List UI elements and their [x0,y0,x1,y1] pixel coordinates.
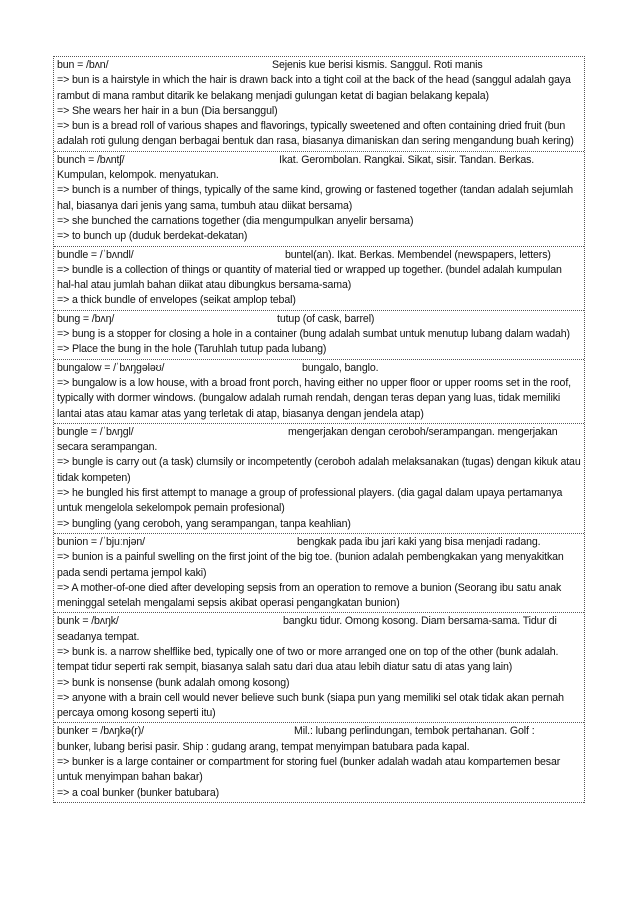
headword: bundle = /ˈbʌndl/ [57,248,134,261]
meaning-continuation: bunker, lubang berisi pasir. Ship : gudang arang, tempat menyimpan batubara pada kapal. [57,740,470,753]
example-line: => bungalow is a low house, with a broad front porch, having either no upper floor or upper rooms set in the roof, typically with dormer windows. (bungalow adalah rumah rendah, dengan teras depan yang luas, tidak memiliki lantai atas atau kamar atas yang terletak di atap, biasanya dengan jendela atap) [57,376,571,420]
meaning: Sejenis kue berisi kismis. Sanggul. Roti manis [272,59,483,71]
meaning: bungalo, banglo. [302,361,379,374]
dictionary-entry [54,723,584,802]
example-line: => bungling (yang ceroboh, yang serampangan, tanpa keahlian) [57,517,351,530]
headword: bun = /bʌn/ [57,59,109,71]
headword: bunch = /bʌntʃ/ [57,153,125,166]
entry-header [57,614,581,629]
entry-header [57,153,581,168]
entry-header [57,312,581,327]
entry-header [57,248,581,263]
example-line: => bungle is carry out (a task) clumsily or incompetently (ceroboh adalah melaksanakan (tugas) dengan kikuk atau tidak kompeten) [57,456,581,484]
headword: bungle = /ˈbʌŋɡl/ [57,425,134,438]
dictionary-entry [54,152,584,247]
dictionary-entry [54,424,584,534]
example-line: => Place the bung in the hole (Taruhlah tutup pada lubang) [57,343,327,356]
example-line: => bunion is a painful swelling on the first joint of the big toe. (bunion adalah pembengkakan yang menyakitkan pada sendi pertama jempol kaki) [57,551,564,579]
entry-header [57,58,581,73]
meaning: bangku tidur. Omong kosong. Diam bersama-sama. Tidur di [283,615,557,628]
entry-header [57,361,581,376]
headword: bunker = /bʌŋkə(r)/ [57,725,144,738]
example-line: => bun is a hairstyle in which the hair is drawn back into a tight coil at the back of the head (sanggul adalah gaya rambut di mana rambut ditarik ke belakang menjadi gulungan ketat di bagian belakang kepala) [57,74,571,102]
example-line: => bunch is a number of things, typically of the same kind, growing or fastened together (tandan adalah sejumlah hal, biasanya dari jenis yang sama, tumbuh atau diikat bersama) [57,184,573,212]
meaning-continuation: seadanya tempat. [57,630,140,643]
example-line: => she bunched the carnations together (dia mengumpulkan anyelir bersama) [57,214,414,227]
meaning-continuation: secara serampangan. [57,441,158,454]
example-line: => bung is a stopper for closing a hole in a container (bung adalah sumbat untuk menutup lubang dalam wadah) [57,328,570,341]
dictionary-entry [54,613,584,723]
entry-header [57,425,581,440]
example-line: => bunker is a large container or compartment for storing fuel (bunker adalah wadah atau kompartemen besar untuk menyimpan bahan bakar) [57,756,561,784]
meaning: Ikat. Gerombolan. Rangkai. Sikat, sisir. Tandan. Berkas. [279,153,535,166]
entry-header [57,535,581,550]
headword: bunk = /bʌŋk/ [57,615,119,628]
headword: bungalow = /ˈbʌŋɡələʊ/ [57,361,165,374]
example-line: => bundle is a collection of things or quantity of material tied or wrapped up together. (bundel adalah kumpulan hal-hal atau jumlah bahan diikat atau dibungkus bersama-sama) [57,263,562,292]
example-line: => a coal bunker (bunker batubara) [57,786,219,799]
meaning: tutup (of cask, barrel) [277,312,375,325]
dictionary-table [53,56,585,803]
example-line: => bun is a bread roll of various shapes and flavorings, typically sweetened and often containing dried fruit (bun adalah roti gulung dengan berbagai bentuk dan rasa, biasanya dimaniskan dan sering mengandung buah kering) [57,120,574,148]
meaning: bengkak pada ibu jari kaki yang bisa menjadi radang. [297,535,541,548]
example-line: => he bungled his first attempt to manage a group of professional players. (dia gagal dalam upaya pertamanya untuk mengelola sekelompok pemain profesional) [57,487,563,515]
meaning: buntel(an). Ikat. Berkas. Membendel (newspapers, letters) [285,248,551,261]
example-line: => anyone with a brain cell would never believe such bunk (siapa pun yang memiliki sel otak tidak akan pernah percaya omong kosong seperti itu) [57,691,564,720]
example-line: => a thick bundle of envelopes (seikat amplop tebal) [57,294,296,307]
meaning: mengerjakan dengan ceroboh/serampangan. mengerjakan [288,425,558,438]
meaning-continuation: Kumpulan, kelompok. menyatukan. [57,169,219,182]
headword: bunion = /ˈbjuːnjən/ [57,535,146,548]
example-line: => A mother-of-one died after developing sepsis from an operation to remove a bunion (Seorang ibu satu anak meninggal setelah mengalami sepsis akibat operasi pengangkatan bunion) [57,581,562,610]
example-line: => She wears her hair in a bun (Dia bersanggul) [57,104,278,117]
dictionary-entry [54,360,584,424]
example-line: => to bunch up (duduk berdekat-dekatan) [57,230,248,243]
example-line: => bunk is. a narrow shelflike bed, typically one of two or more arranged one on top of the other (bunk adalah. tempat tidur seperti rak sempit, biasanya salah satu dari dua atau lebih diatur satu di atas yang lain) [57,645,559,674]
dictionary-entry [54,534,584,613]
entry-header [57,724,581,739]
dictionary-entry [54,247,584,311]
meaning: Mil.: lubang perlindungan, tembok pertahanan. Golf : [294,725,535,738]
dictionary-entry [54,57,584,152]
headword: bung = /bʌŋ/ [57,312,115,325]
example-line: => bunk is nonsense (bunk adalah omong kosong) [57,676,290,689]
dictionary-entry [54,311,584,360]
